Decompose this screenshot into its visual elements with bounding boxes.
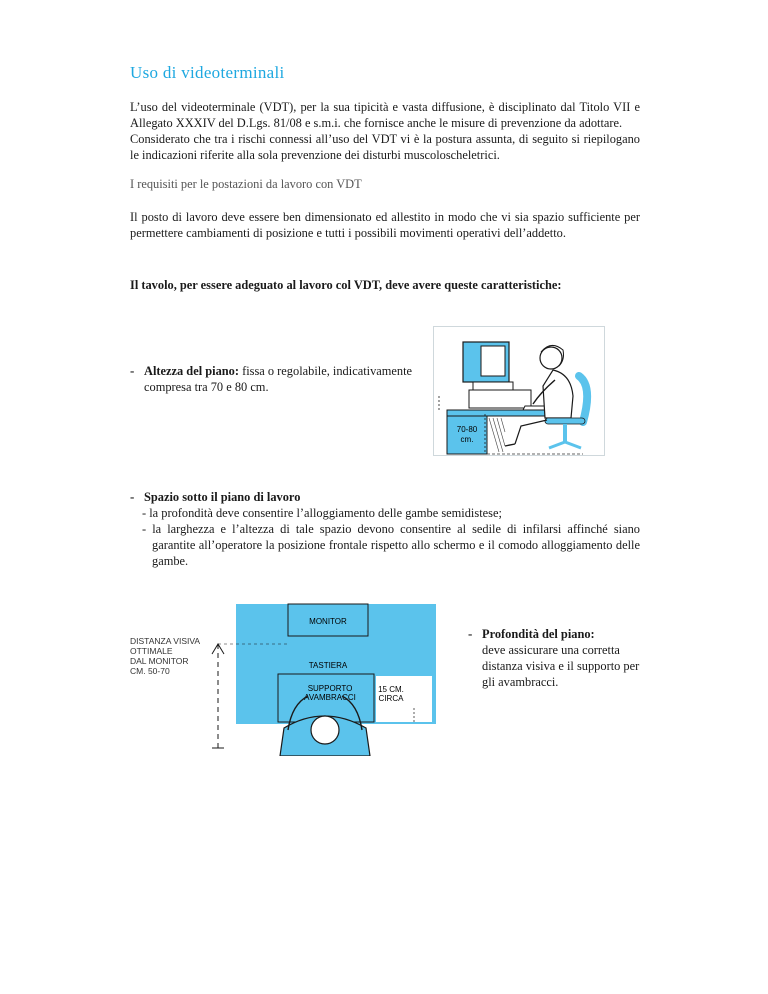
gap-label-bottom: CIRCA [378, 694, 404, 703]
intro-text [130, 99, 640, 163]
section-heading: I requisiti per le postazioni da lavoro con VDT [130, 177, 362, 191]
monitor-label: MONITOR [309, 617, 347, 626]
avambracci-label: AVAMBRACCI [304, 693, 356, 702]
item-spazio-sub1: - la profondità deve consentire l’alloggiamento delle gambe semidistese; [142, 506, 502, 520]
distance-label-line3: DAL MONITOR [130, 656, 189, 666]
item-altezza-text: fissa o regolabile, indicativamente compresa tra 70 e 80 cm. [144, 364, 413, 394]
item-spazio-sub2: - la larghezza e l’altezza di tale spazio devono consentire al sedile di infilarsi affinché siano garantite all’operatore la posizione frontale rispetto allo schermo e il comodo alloggiamento delle gambe. [142, 522, 640, 568]
intro-paragraph-1: L’uso del videoterminale (VDT), per la sua tipicità e vasta diffusione, è disciplinato dal Titolo VII e Allegato XXXIV del D.Lgs. 81/08 e s.m.i. che fornisce anche le misure di prevenzione da adottare. [130, 100, 640, 130]
desk-height-illustration [433, 326, 605, 456]
top-view-illustration [204, 600, 440, 756]
item-profondita-text: deve assicurare una corretta distanza visiva e il supporto per gli avambracci. [482, 643, 640, 689]
item-spazio [130, 489, 640, 569]
item-profondita [468, 626, 648, 690]
item-altezza [130, 363, 420, 395]
distance-label-line2: OTTIMALE [130, 646, 173, 656]
distance-label-line4: CM. 50-70 [130, 666, 170, 676]
table-heading: Il tavolo, per essere adeguato al lavoro col VDT, deve avere queste caratteristiche: [130, 278, 562, 292]
tastiera-label: TASTIERA [308, 661, 348, 670]
page-title: Uso di videoterminali [130, 63, 285, 82]
height-label-bottom: cm. [460, 435, 474, 444]
section-text: Il posto di lavoro deve essere ben dimensionato ed allestito in modo che vi sia spazio sufficiente per permettere cambiamenti di posizione e tutti i possibili movimenti operativi dell’addetto. [130, 210, 640, 240]
bullet-mark: - [468, 626, 473, 641]
distance-label-line1: DISTANZA VISIVA [130, 636, 201, 646]
item-spazio-label: Spazio sotto il piano di lavoro [144, 490, 301, 504]
intro-paragraph-2: Considerato che tra i rischi connessi all’uso del VDT vi è la postura assunta, di seguito si riepilogano le indicazioni riferite alla sola prevenzione dei disturbi muscoloscheletrici. [130, 132, 640, 162]
distance-label [130, 636, 200, 676]
height-label-top: 70-80 [456, 425, 478, 434]
item-altezza-label: Altezza del piano: [144, 364, 239, 378]
supporto-label: SUPPORTO [307, 684, 353, 693]
bullet-mark: - [130, 363, 135, 378]
bullet-mark: - [130, 489, 135, 504]
gap-label-top: 15 CM. [378, 685, 404, 694]
item-profondita-label: Profondità del piano: [482, 627, 595, 641]
